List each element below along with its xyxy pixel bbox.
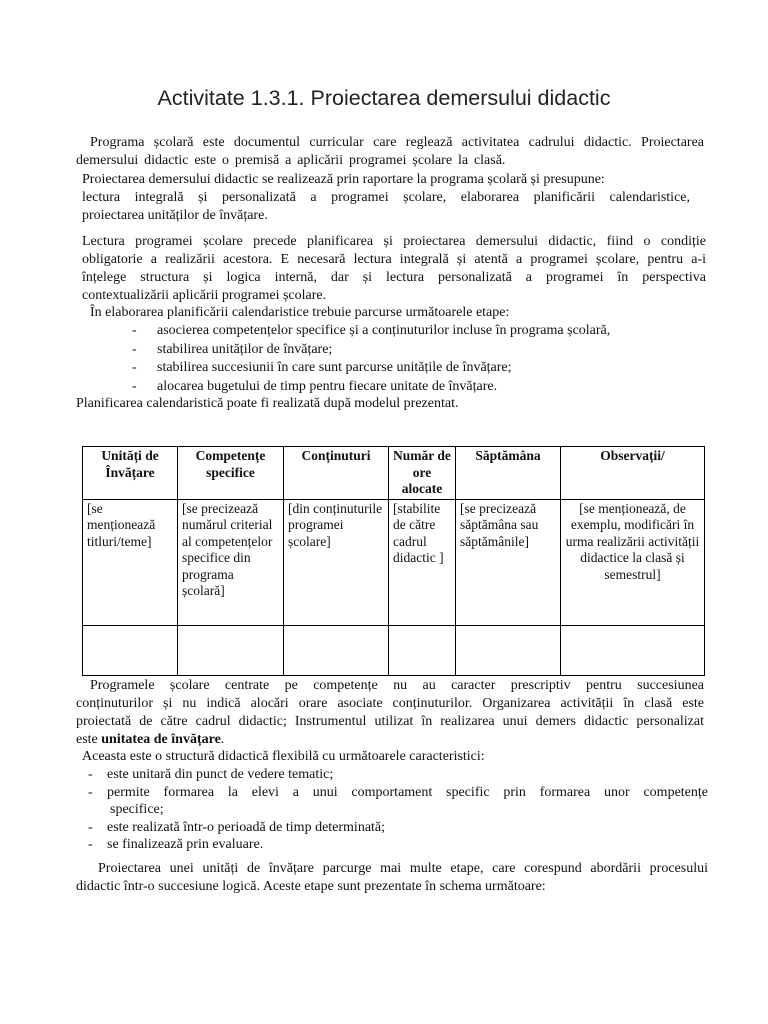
table-cell-empty — [389, 625, 456, 675]
etape-after: Planificarea calendaristică poate fi realizată după modelul prezentat. — [76, 396, 459, 411]
programe-line2: conținuturilor și nu indică alocări orare asociate conținuturilor. Organizarea activității în clasă este — [76, 696, 704, 711]
header-numar-ore: Număr de ore alocate — [389, 447, 456, 500]
list-item-line1: - permite formarea la elevi a unui comportament specific prin formarea unor competențe — [107, 784, 708, 800]
table-header-row — [83, 447, 705, 500]
final-line2: didactic într-o succesiune logică. Aceste etape sunt prezentate în schema următoare: — [76, 879, 546, 894]
list-item: - stabilirea unităților de învățare; — [132, 341, 610, 360]
lectura-line3: înțelege structura și logica internă, dar și lectura personalizată a programei în perspectiva — [82, 270, 706, 285]
programe-line4-post: . — [220, 732, 225, 747]
intro-p2-line3: proiectarea unităților de învățare. — [82, 208, 268, 223]
list-item: - se finalizează prin evaluare. — [88, 836, 708, 854]
list-item — [88, 784, 708, 819]
table-cell-empty — [83, 625, 178, 675]
table-cell: [se menționează, de exemplu, modificări în urma realizării activității didactice la clasă și semestrul] — [561, 499, 705, 625]
table-row — [83, 499, 705, 625]
list-item: - asocierea competențelor specifice și a conținuturilor incluse în programa școlară, — [132, 322, 610, 341]
lectura-line4: contextualizării aplicării programei școlare. — [82, 288, 327, 303]
programe-line4-pre: este — [76, 732, 102, 747]
structura-intro: Aceasta este o structură didactică flexibilă cu următoarele caracteristici: — [82, 749, 485, 764]
table-cell-empty — [284, 625, 389, 675]
lectura-line1: Lectura programei școlare precede planificarea și proiectarea demersului didactic, fiind o condiție — [82, 234, 706, 249]
header-competente: Competențe specifice — [178, 447, 284, 500]
header-unitati: Unități de Învățare — [83, 447, 178, 500]
etape-list — [132, 322, 610, 396]
table-row-empty — [83, 625, 705, 675]
header-continuturi: Conținuturi — [284, 447, 389, 500]
lectura-line2: obligatorie a realizării acestora. E necesară lectura integrală și atentă a programei școlare, pentru a-i — [82, 252, 706, 267]
etape-intro: În elaborarea planificării calendaristice trebuie parcurse următoarele etape: — [90, 305, 510, 320]
page-title: Activitate 1.3.1. Proiectarea demersului didactic — [157, 86, 611, 110]
programe-line1: Programele școlare centrate pe competențe nu au caracter prescriptiv pentru succesiunea — [90, 678, 704, 693]
programe-line3: proiectată de către cadrul didactic; Instrumentul utilizat în realizarea unui demers didactic personalizat — [76, 714, 704, 729]
structura-list — [88, 766, 708, 854]
intro-p1-line2: demersului didactic este o premisă a aplicării programei școlare la clasă. — [76, 153, 506, 168]
header-saptamana: Săptămâna — [456, 447, 561, 500]
table-cell: [se precizează numărul criterial al competențelor specifice din programa școlară] — [178, 499, 284, 625]
list-item: - este realizată într-o perioadă de timp determinată; — [88, 819, 708, 837]
table-cell-empty — [561, 625, 705, 675]
list-item: - stabilirea succesiunii în care sunt parcurse unitățile de învățare; — [132, 359, 610, 378]
table-cell: [se precizează săptămâna sau săptămânile] — [456, 499, 561, 625]
intro-p2-line2: lectura integrală și personalizată a programei școlare, elaborarea planificării calendaristice, — [82, 190, 690, 205]
list-item: - este unitară din punct de vedere tematic; — [88, 766, 708, 784]
unitatea-de-invatare-bold: unitatea de învățare — [101, 732, 221, 747]
table-cell: [stabilite de către cadrul didactic ] — [389, 499, 456, 625]
table-cell: [din conținuturile programei școlare] — [284, 499, 389, 625]
list-item: - alocarea bugetului de timp pentru fiecare unitate de învățare. — [132, 378, 610, 397]
intro-p2-line1: Proiectarea demersului didactic se realizează prin raportare la programa școlară și presupune: — [82, 172, 605, 187]
programe-line4 — [76, 731, 704, 749]
table-cell-empty — [178, 625, 284, 675]
list-item-line2: specifice; — [110, 802, 164, 817]
intro-p1-line1: Programa școlară este documentul curricular care reglează activitatea cadrului didactic. Proiectarea — [90, 135, 704, 150]
table-cell: [se menționează titluri/teme] — [83, 499, 178, 625]
planning-table — [82, 446, 705, 676]
table-cell-empty — [456, 625, 561, 675]
header-observatii: Observații/ — [561, 447, 705, 500]
final-line1: Proiectarea unei unități de învățare parcurge mai multe etape, care corespund abordării procesului — [98, 861, 708, 876]
